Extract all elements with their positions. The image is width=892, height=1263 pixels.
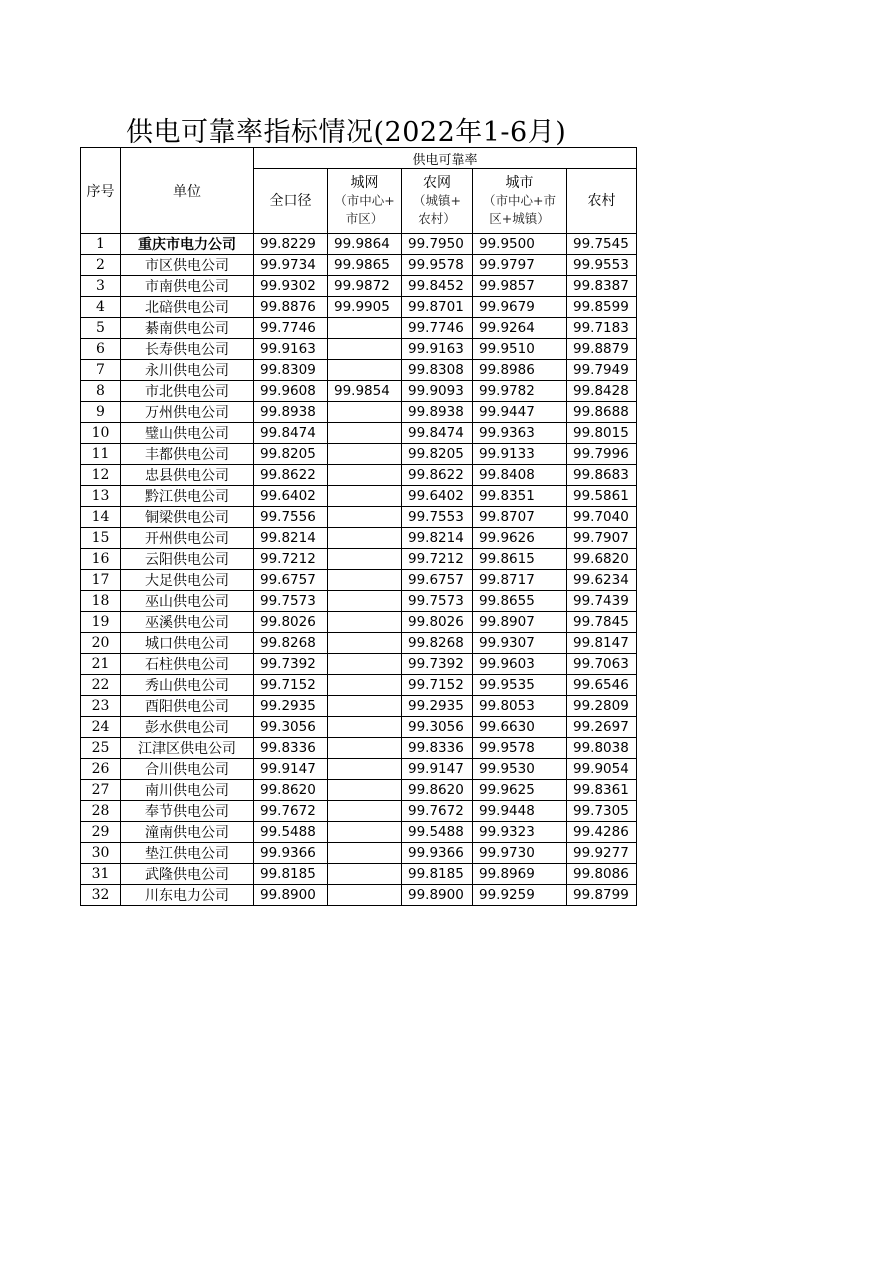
row-rural-net-value: 99.8205 — [402, 444, 473, 465]
table-row — [81, 549, 637, 570]
row-seq: 13 — [81, 486, 121, 507]
row-unit: 铜梁供电公司 — [121, 507, 254, 528]
row-seq: 22 — [81, 675, 121, 696]
row-all-value: 99.8876 — [254, 297, 328, 318]
row-rural-net-value: 99.8268 — [402, 633, 473, 654]
row-rural-net-value: 99.8474 — [402, 423, 473, 444]
header-rural-net — [402, 169, 473, 234]
row-all-value: 99.3056 — [254, 717, 328, 738]
row-rural-net-value: 99.8336 — [402, 738, 473, 759]
table-row — [81, 780, 637, 801]
row-urban-value — [328, 780, 402, 801]
row-rural-net-value: 99.7672 — [402, 801, 473, 822]
row-urban-value: 99.9864 — [328, 234, 402, 255]
row-rural-value: 99.9054 — [567, 759, 637, 780]
row-rural-net-value: 99.9163 — [402, 339, 473, 360]
row-all-value: 99.7212 — [254, 549, 328, 570]
header-rural-net-sub1: （城镇+ — [413, 193, 461, 208]
row-rural-net-value: 99.8701 — [402, 297, 473, 318]
header-all-label: 全口径 — [269, 193, 312, 209]
row-rural-net-value: 99.8185 — [402, 864, 473, 885]
row-rural-net-value: 99.8026 — [402, 612, 473, 633]
row-seq: 17 — [81, 570, 121, 591]
row-city-value: 99.8655 — [473, 591, 567, 612]
row-unit: 云阳供电公司 — [121, 549, 254, 570]
row-urban-value — [328, 465, 402, 486]
row-unit: 酉阳供电公司 — [121, 696, 254, 717]
row-seq: 3 — [81, 276, 121, 297]
table-row — [81, 654, 637, 675]
page-title: 供电可靠率指标情况(2022年1-6月) — [126, 117, 567, 148]
table-row — [81, 276, 637, 297]
row-seq: 18 — [81, 591, 121, 612]
row-city-value: 99.9363 — [473, 423, 567, 444]
row-city-value: 99.9857 — [473, 276, 567, 297]
row-unit: 潼南供电公司 — [121, 822, 254, 843]
row-rural-net-value: 99.3056 — [402, 717, 473, 738]
row-rural-value: 99.7907 — [567, 528, 637, 549]
row-seq: 6 — [81, 339, 121, 360]
row-all-value: 99.9734 — [254, 255, 328, 276]
row-unit: 大足供电公司 — [121, 570, 254, 591]
row-city-value: 99.8053 — [473, 696, 567, 717]
row-city-value: 99.8351 — [473, 486, 567, 507]
row-city-value: 99.9264 — [473, 318, 567, 339]
row-city-value: 99.9535 — [473, 675, 567, 696]
row-urban-value — [328, 591, 402, 612]
header-all — [254, 169, 328, 234]
table-row — [81, 339, 637, 360]
row-all-value: 99.8185 — [254, 864, 328, 885]
row-unit: 川东电力公司 — [121, 885, 254, 906]
row-rural-net-value: 99.8308 — [402, 360, 473, 381]
row-rural-value: 99.8688 — [567, 402, 637, 423]
table-row — [81, 570, 637, 591]
row-unit: 开州供电公司 — [121, 528, 254, 549]
row-city-value: 99.9307 — [473, 633, 567, 654]
row-seq: 14 — [81, 507, 121, 528]
row-rural-value: 99.8799 — [567, 885, 637, 906]
row-all-value: 99.2935 — [254, 696, 328, 717]
row-rural-net-value: 99.9578 — [402, 255, 473, 276]
row-urban-value — [328, 843, 402, 864]
header-unit: 单位 — [121, 148, 254, 234]
row-rural-net-value: 99.7950 — [402, 234, 473, 255]
row-seq: 31 — [81, 864, 121, 885]
row-rural-net-value: 99.5488 — [402, 822, 473, 843]
row-city-value: 99.9730 — [473, 843, 567, 864]
row-urban-value — [328, 486, 402, 507]
row-city-value: 99.9797 — [473, 255, 567, 276]
table-row — [81, 402, 637, 423]
header-rural-label: 农村 — [587, 193, 616, 209]
row-seq: 26 — [81, 759, 121, 780]
table-row — [81, 486, 637, 507]
row-unit: 万州供电公司 — [121, 402, 254, 423]
table-row — [81, 675, 637, 696]
row-city-value: 99.8615 — [473, 549, 567, 570]
row-urban-value — [328, 360, 402, 381]
row-seq: 9 — [81, 402, 121, 423]
row-unit: 武隆供电公司 — [121, 864, 254, 885]
row-city-value: 99.9323 — [473, 822, 567, 843]
row-unit: 垫江供电公司 — [121, 843, 254, 864]
row-urban-value — [328, 801, 402, 822]
table-row — [81, 255, 637, 276]
row-city-value: 99.8707 — [473, 507, 567, 528]
row-rural-value: 99.7845 — [567, 612, 637, 633]
header-city — [473, 169, 567, 234]
row-rural-value: 99.7063 — [567, 654, 637, 675]
reliability-table — [80, 147, 637, 906]
row-urban-value — [328, 612, 402, 633]
row-all-value: 99.8309 — [254, 360, 328, 381]
row-urban-value — [328, 675, 402, 696]
table-row — [81, 360, 637, 381]
row-unit: 长寿供电公司 — [121, 339, 254, 360]
row-urban-value — [328, 759, 402, 780]
table-row — [81, 444, 637, 465]
row-rural-value: 99.8361 — [567, 780, 637, 801]
row-rural-value: 99.9277 — [567, 843, 637, 864]
row-rural-value: 99.8038 — [567, 738, 637, 759]
row-urban-value: 99.9865 — [328, 255, 402, 276]
row-city-value: 99.9603 — [473, 654, 567, 675]
header-rural — [567, 169, 637, 234]
row-unit: 忠县供电公司 — [121, 465, 254, 486]
row-all-value: 99.7392 — [254, 654, 328, 675]
row-all-value: 99.9608 — [254, 381, 328, 402]
row-city-value: 99.9510 — [473, 339, 567, 360]
row-all-value: 99.5488 — [254, 822, 328, 843]
row-all-value: 99.8938 — [254, 402, 328, 423]
row-seq: 10 — [81, 423, 121, 444]
row-city-value: 99.9448 — [473, 801, 567, 822]
row-urban-value — [328, 822, 402, 843]
row-unit: 北碚供电公司 — [121, 297, 254, 318]
row-unit: 江津区供电公司 — [121, 738, 254, 759]
table-row — [81, 507, 637, 528]
row-rural-net-value: 99.9093 — [402, 381, 473, 402]
table-row — [81, 843, 637, 864]
row-rural-net-value: 99.2935 — [402, 696, 473, 717]
row-city-value: 99.9625 — [473, 780, 567, 801]
row-rural-net-value: 99.7152 — [402, 675, 473, 696]
table-row — [81, 696, 637, 717]
header-urban-net-sub1: （市中心+ — [334, 193, 395, 208]
table-row — [81, 822, 637, 843]
row-rural-net-value: 99.7553 — [402, 507, 473, 528]
row-seq: 19 — [81, 612, 121, 633]
row-unit: 市区供电公司 — [121, 255, 254, 276]
row-rural-net-value: 99.7392 — [402, 654, 473, 675]
table-row — [81, 801, 637, 822]
row-unit: 巫山供电公司 — [121, 591, 254, 612]
table-row — [81, 717, 637, 738]
row-unit: 綦南供电公司 — [121, 318, 254, 339]
row-seq: 1 — [81, 234, 121, 255]
row-seq: 29 — [81, 822, 121, 843]
row-seq: 21 — [81, 654, 121, 675]
row-urban-value: 99.9905 — [328, 297, 402, 318]
row-urban-value — [328, 717, 402, 738]
row-city-value: 99.9530 — [473, 759, 567, 780]
row-unit: 城口供电公司 — [121, 633, 254, 654]
row-city-value: 99.9500 — [473, 234, 567, 255]
row-all-value: 99.7746 — [254, 318, 328, 339]
row-urban-value — [328, 885, 402, 906]
row-unit: 南川供电公司 — [121, 780, 254, 801]
row-seq: 7 — [81, 360, 121, 381]
row-all-value: 99.8474 — [254, 423, 328, 444]
row-urban-value — [328, 423, 402, 444]
row-all-value: 99.9147 — [254, 759, 328, 780]
row-rural-net-value: 99.6757 — [402, 570, 473, 591]
row-all-value: 99.8900 — [254, 885, 328, 906]
row-rural-value: 99.7949 — [567, 360, 637, 381]
row-unit: 重庆市电力公司 — [121, 234, 254, 255]
row-rural-value: 99.7183 — [567, 318, 637, 339]
row-urban-value — [328, 318, 402, 339]
table-row — [81, 423, 637, 444]
row-city-value: 99.9578 — [473, 738, 567, 759]
row-unit: 彭水供电公司 — [121, 717, 254, 738]
table-row — [81, 465, 637, 486]
row-seq: 2 — [81, 255, 121, 276]
header-reliability-group: 供电可靠率 — [254, 148, 637, 169]
header-urban-net-sub2: 市区） — [345, 211, 384, 226]
row-all-value: 99.8229 — [254, 234, 328, 255]
row-seq: 28 — [81, 801, 121, 822]
row-all-value: 99.8622 — [254, 465, 328, 486]
table-row — [81, 612, 637, 633]
table-row — [81, 528, 637, 549]
row-rural-value: 99.5861 — [567, 486, 637, 507]
row-seq: 11 — [81, 444, 121, 465]
row-rural-value: 99.8879 — [567, 339, 637, 360]
row-city-value: 99.9259 — [473, 885, 567, 906]
row-rural-net-value: 99.6402 — [402, 486, 473, 507]
row-unit: 璧山供电公司 — [121, 423, 254, 444]
row-all-value: 99.8205 — [254, 444, 328, 465]
row-seq: 32 — [81, 885, 121, 906]
row-rural-net-value: 99.9147 — [402, 759, 473, 780]
row-all-value: 99.8336 — [254, 738, 328, 759]
row-rural-net-value: 99.8938 — [402, 402, 473, 423]
row-rural-net-value: 99.7746 — [402, 318, 473, 339]
row-unit: 黔江供电公司 — [121, 486, 254, 507]
table-row — [81, 633, 637, 654]
row-all-value: 99.8268 — [254, 633, 328, 654]
row-rural-net-value: 99.8452 — [402, 276, 473, 297]
row-all-value: 99.8214 — [254, 528, 328, 549]
row-rural-value: 99.9553 — [567, 255, 637, 276]
row-rural-net-value: 99.9366 — [402, 843, 473, 864]
header-city-sub2: 区+城镇） — [489, 211, 550, 226]
row-rural-value: 99.8387 — [567, 276, 637, 297]
row-city-value: 99.8907 — [473, 612, 567, 633]
row-all-value: 99.9366 — [254, 843, 328, 864]
header-rural-net-sub2: 农村） — [418, 211, 456, 226]
row-rural-value: 99.6546 — [567, 675, 637, 696]
header-urban-net-label: 城网 — [350, 175, 379, 191]
row-urban-value — [328, 654, 402, 675]
row-city-value: 99.8717 — [473, 570, 567, 591]
row-seq: 25 — [81, 738, 121, 759]
row-all-value: 99.8026 — [254, 612, 328, 633]
row-unit: 石柱供电公司 — [121, 654, 254, 675]
row-rural-value: 99.8599 — [567, 297, 637, 318]
header-city-label: 城市 — [505, 175, 534, 191]
row-unit: 合川供电公司 — [121, 759, 254, 780]
row-rural-value: 99.6234 — [567, 570, 637, 591]
table-row — [81, 738, 637, 759]
row-urban-value — [328, 549, 402, 570]
header-seq: 序号 — [81, 148, 121, 234]
row-rural-value: 99.7996 — [567, 444, 637, 465]
row-rural-value: 99.7040 — [567, 507, 637, 528]
row-unit: 市南供电公司 — [121, 276, 254, 297]
table-row — [81, 381, 637, 402]
row-city-value: 99.9133 — [473, 444, 567, 465]
row-city-value: 99.6630 — [473, 717, 567, 738]
row-urban-value: 99.9872 — [328, 276, 402, 297]
row-rural-value: 99.6820 — [567, 549, 637, 570]
table-body — [81, 234, 637, 906]
row-seq: 8 — [81, 381, 121, 402]
row-rural-value: 99.8683 — [567, 465, 637, 486]
row-all-value: 99.7152 — [254, 675, 328, 696]
row-rural-net-value: 99.8622 — [402, 465, 473, 486]
row-rural-net-value: 99.8620 — [402, 780, 473, 801]
header-city-sub1: （市中心+市 — [483, 193, 556, 208]
row-rural-value: 99.2697 — [567, 717, 637, 738]
table-row — [81, 864, 637, 885]
row-urban-value — [328, 402, 402, 423]
row-city-value: 99.9447 — [473, 402, 567, 423]
row-rural-value: 99.8086 — [567, 864, 637, 885]
row-seq: 20 — [81, 633, 121, 654]
row-rural-net-value: 99.8214 — [402, 528, 473, 549]
row-city-value: 99.9626 — [473, 528, 567, 549]
row-rural-value: 99.8015 — [567, 423, 637, 444]
row-seq: 24 — [81, 717, 121, 738]
table-row — [81, 297, 637, 318]
row-all-value: 99.8620 — [254, 780, 328, 801]
row-all-value: 99.9302 — [254, 276, 328, 297]
row-urban-value — [328, 444, 402, 465]
row-rural-value: 99.8147 — [567, 633, 637, 654]
row-seq: 4 — [81, 297, 121, 318]
row-rural-value: 99.7439 — [567, 591, 637, 612]
row-seq: 30 — [81, 843, 121, 864]
row-unit: 秀山供电公司 — [121, 675, 254, 696]
row-rural-value: 99.2809 — [567, 696, 637, 717]
table-row — [81, 318, 637, 339]
row-rural-value: 99.7545 — [567, 234, 637, 255]
row-all-value: 99.6757 — [254, 570, 328, 591]
table-row — [81, 759, 637, 780]
row-city-value: 99.8969 — [473, 864, 567, 885]
row-all-value: 99.7672 — [254, 801, 328, 822]
row-seq: 23 — [81, 696, 121, 717]
row-seq: 12 — [81, 465, 121, 486]
row-rural-net-value: 99.8900 — [402, 885, 473, 906]
row-urban-value — [328, 570, 402, 591]
row-urban-value — [328, 696, 402, 717]
row-unit: 巫溪供电公司 — [121, 612, 254, 633]
row-unit: 永川供电公司 — [121, 360, 254, 381]
row-rural-value: 99.7305 — [567, 801, 637, 822]
row-rural-value: 99.4286 — [567, 822, 637, 843]
row-seq: 15 — [81, 528, 121, 549]
row-all-value: 99.9163 — [254, 339, 328, 360]
row-city-value: 99.9679 — [473, 297, 567, 318]
row-all-value: 99.7556 — [254, 507, 328, 528]
row-rural-net-value: 99.7212 — [402, 549, 473, 570]
row-urban-value — [328, 738, 402, 759]
row-urban-value — [328, 528, 402, 549]
row-unit: 奉节供电公司 — [121, 801, 254, 822]
row-rural-net-value: 99.7573 — [402, 591, 473, 612]
row-unit: 丰都供电公司 — [121, 444, 254, 465]
row-seq: 5 — [81, 318, 121, 339]
row-city-value: 99.9782 — [473, 381, 567, 402]
row-urban-value — [328, 339, 402, 360]
row-seq: 16 — [81, 549, 121, 570]
table-row — [81, 591, 637, 612]
row-city-value: 99.8408 — [473, 465, 567, 486]
row-all-value: 99.7573 — [254, 591, 328, 612]
row-unit: 市北供电公司 — [121, 381, 254, 402]
row-seq: 27 — [81, 780, 121, 801]
table-row — [81, 234, 637, 255]
row-all-value: 99.6402 — [254, 486, 328, 507]
row-urban-value: 99.9854 — [328, 381, 402, 402]
row-city-value: 99.8986 — [473, 360, 567, 381]
header-rural-net-label: 农网 — [423, 175, 451, 191]
table-row — [81, 885, 637, 906]
row-urban-value — [328, 633, 402, 654]
header-urban-net — [328, 169, 402, 234]
row-urban-value — [328, 864, 402, 885]
row-urban-value — [328, 507, 402, 528]
row-rural-value: 99.8428 — [567, 381, 637, 402]
